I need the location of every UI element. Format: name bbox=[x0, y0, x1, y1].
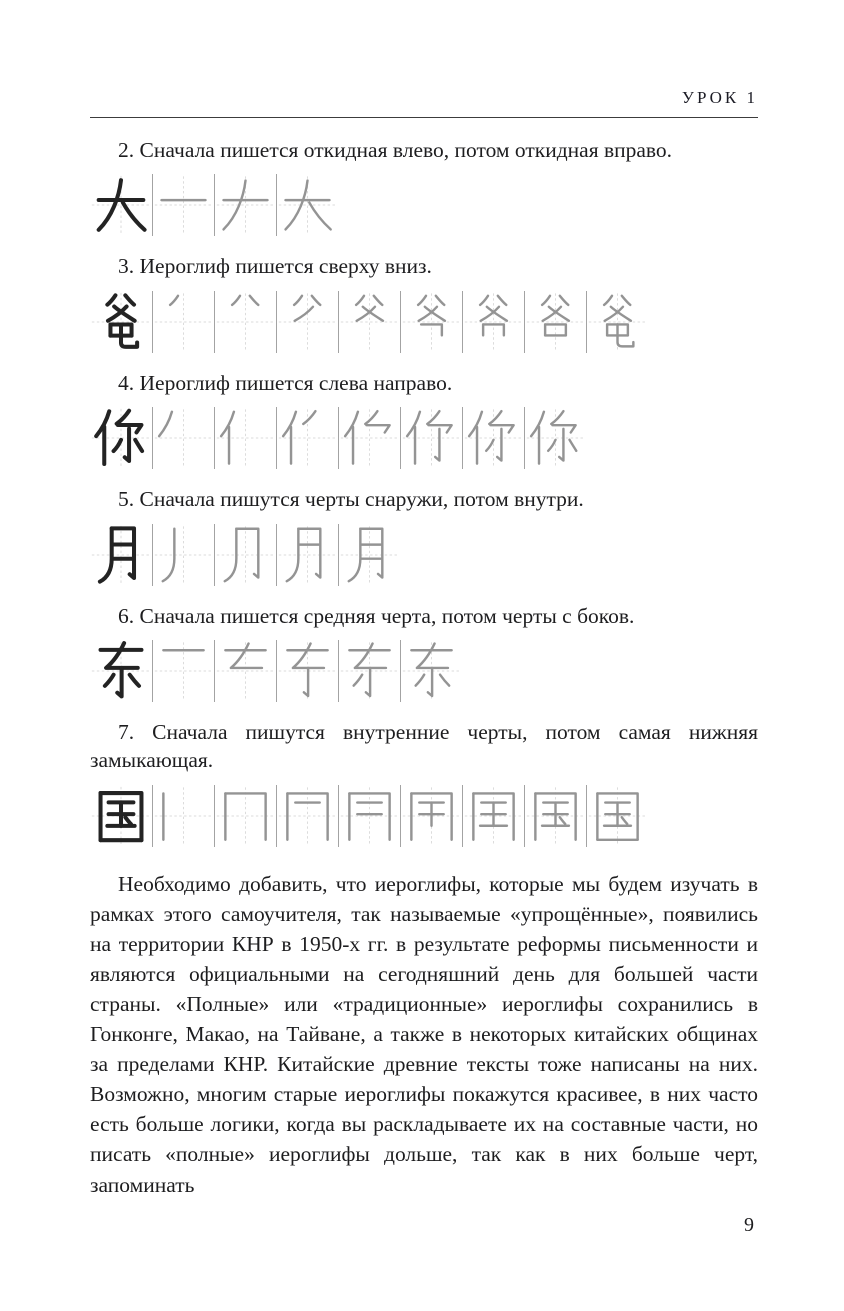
stroke-step-cell bbox=[524, 291, 586, 353]
body-paragraph: Необходимо добавить, что иероглифы, которые мы будем изучать в рамках этого самоучителя, так называемые «упрощённые», появились на территории КНР в 1950-х гг. в результате реформы письменности и являются официальными на сегодняшний день для большей части страны. «Полные» или «традиционные» иероглифы сохранились в Гонконге, Макао, на Тайване, а также в некоторых китайских общинах за пределами КНР. Китайские древние тексты тоже написаны на них. Возможно, многим старые иероглифы покажутся красивее, в них часто есть больше логики, когда вы раскладываете их на составные части, но писать «полные» иероглифы дольше, так как в них больше черт, запоминать bbox=[90, 871, 758, 1197]
stroke-step-cell bbox=[276, 785, 338, 847]
stroke-step-cell bbox=[214, 407, 276, 469]
rule-text-5: 5. Сначала пишутся черты снаружи, потом внутри. bbox=[118, 487, 584, 512]
character-cell bbox=[90, 174, 152, 236]
stroke-step-cell bbox=[152, 524, 214, 586]
stroke-step-cell bbox=[276, 640, 338, 702]
rule-text-2: 2. Сначала пишется откидная влево, потом откидная вправо. bbox=[118, 138, 673, 162]
stroke-step-cell bbox=[338, 407, 400, 469]
stroke-step-cell bbox=[462, 407, 524, 469]
stroke-step-cell bbox=[152, 291, 214, 353]
stroke-step-cell bbox=[214, 640, 276, 702]
stroke-step-cell bbox=[276, 174, 338, 236]
character-cell bbox=[90, 291, 152, 353]
character-cell bbox=[90, 407, 152, 469]
stroke-step-cell bbox=[338, 291, 400, 353]
stroke-step-cell bbox=[276, 291, 338, 353]
stroke-step-cell bbox=[400, 291, 462, 353]
rule-text-6: 6. Сначала пишется средняя черта, потом черты с боков. bbox=[118, 603, 635, 628]
stroke-order-diagram-ba bbox=[90, 291, 758, 353]
stroke-order-diagram-guo bbox=[90, 785, 758, 847]
stroke-step-cell bbox=[338, 785, 400, 847]
stroke-step-cell bbox=[214, 785, 276, 847]
character-cell bbox=[90, 785, 152, 847]
stroke-order-diagram-ni bbox=[90, 407, 758, 469]
stroke-step-cell bbox=[462, 291, 524, 353]
stroke-step-cell bbox=[400, 785, 462, 847]
stroke-step-cell bbox=[338, 640, 400, 702]
stroke-step-cell bbox=[586, 291, 648, 353]
stroke-step-cell bbox=[586, 785, 648, 847]
stroke-step-cell bbox=[214, 291, 276, 353]
stroke-step-cell bbox=[524, 407, 586, 469]
stroke-step-cell bbox=[400, 407, 462, 469]
stroke-step-cell bbox=[152, 640, 214, 702]
stroke-step-cell bbox=[152, 174, 214, 236]
page-number: 9 bbox=[744, 1214, 754, 1236]
stroke-step-cell bbox=[214, 174, 276, 236]
stroke-step-cell bbox=[214, 524, 276, 586]
stroke-step-cell bbox=[524, 785, 586, 847]
stroke-step-cell bbox=[462, 785, 524, 847]
stroke-order-diagram-da bbox=[90, 174, 758, 236]
rule-text-3: 3. Иероглиф пишется сверху вниз. bbox=[118, 254, 432, 279]
stroke-step-cell bbox=[400, 640, 462, 702]
stroke-order-diagram-dong bbox=[90, 640, 758, 702]
rule-text-7: 7. Сначала пишутся внутренние черты, потом самая нижняя замыкающая. bbox=[90, 719, 758, 773]
character-cell bbox=[90, 524, 152, 586]
page-header bbox=[90, 88, 758, 108]
stroke-step-cell bbox=[152, 407, 214, 469]
stroke-step-cell bbox=[338, 524, 400, 586]
stroke-step-cell bbox=[276, 407, 338, 469]
header-divider bbox=[90, 117, 758, 118]
character-cell bbox=[90, 640, 152, 702]
running-head: УРОК 1 bbox=[681, 88, 758, 107]
stroke-step-cell bbox=[152, 785, 214, 847]
stroke-step-cell bbox=[276, 524, 338, 586]
rule-text-4: 4. Иероглиф пишется слева направо. bbox=[118, 370, 453, 395]
stroke-order-diagram-yue bbox=[90, 524, 758, 586]
